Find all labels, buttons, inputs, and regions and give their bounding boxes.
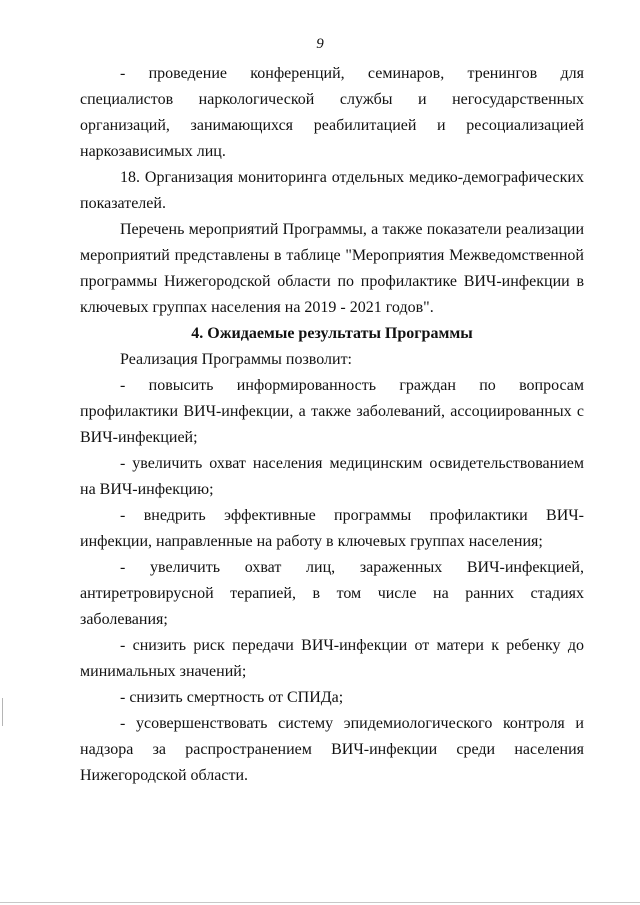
- scan-mark-left: [2, 698, 3, 726]
- result-item-prevention-programs: - внедрить эффективные программы профилактики ВИЧ-инфекции, направленные на работу в ключевых группах населения;: [80, 507, 584, 550]
- result-item-art-coverage: - увеличить охват лиц, зараженных ВИЧ-инфекцией, антиретровирусной терапией, в том числе на ранних стадиях заболевания;: [80, 559, 584, 628]
- paragraph-trainings: - проведение конференций, семинаров, тренингов для специалистов наркологической службы и негосударственных организаций, занимающихся реабилитацией и ресоциализацией наркозависимых лиц.: [80, 65, 584, 160]
- scan-mark-bottom: [0, 902, 640, 903]
- result-item-awareness: - повысить информированность граждан по вопросам профилактики ВИЧ-инфекции, а также заболеваний, ассоциированных с ВИЧ-инфекцией;: [80, 377, 584, 446]
- result-item-mother-to-child: - снизить риск передачи ВИЧ-инфекции от матери к ребенку до минимальных значений;: [80, 637, 584, 680]
- section-heading: 4. Ожидаемые результаты Программы: [191, 325, 473, 342]
- page-number: 9: [316, 36, 324, 52]
- document-body: [80, 61, 584, 789]
- result-item-testing-coverage: - увеличить охват населения медицинским освидетельствованием на ВИЧ-инфекцию;: [80, 455, 584, 498]
- paragraph-measures-list: Перечень мероприятий Программы, а также показатели реализации мероприятий представлены в таблице "Мероприятия Межведомственной программы Нижегородской области по профилактике ВИЧ-инфекции в ключевых группах населения на 2019 - 2021 годов".: [80, 221, 584, 316]
- paragraph-monitoring: 18. Организация мониторинга отдельных медико-демографических показателей.: [80, 169, 584, 212]
- result-item-surveillance: - усовершенствовать систему эпидемиологического контроля и надзора за распространением ВИЧ-инфекции среди населения Нижегородской области.: [80, 715, 584, 784]
- paragraph-intro: Реализация Программы позволит:: [120, 351, 352, 368]
- result-item-aids-mortality: - снизить смертность от СПИДа;: [120, 689, 344, 706]
